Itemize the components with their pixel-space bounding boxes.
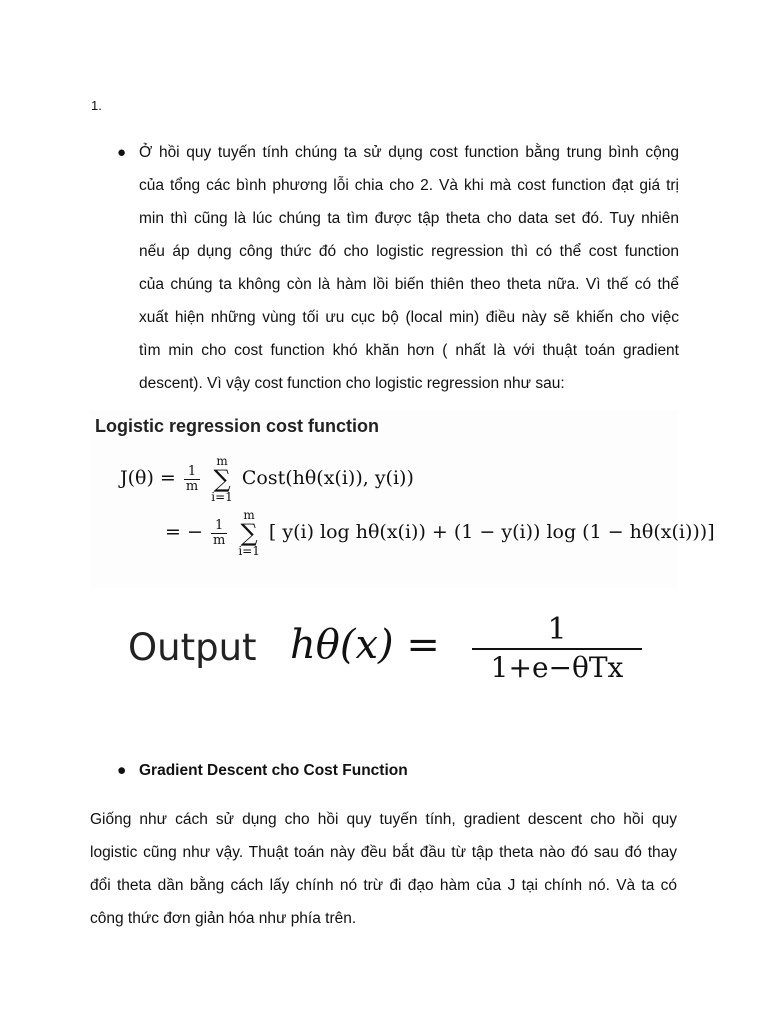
text-line: logistic cũng như vậy. Thuật toán này đều bắt đầu từ tập theta nào đó sau đó thay [90,844,677,861]
list-number: 1. [91,98,102,113]
text-line: nếu áp dụng công thức đó cho logistic regression thì có thể cost function [139,243,679,260]
output-word: Output [128,626,257,669]
formula-title: Logistic regression cost function [95,416,380,436]
bullet-paragraph-cost-function [117,136,679,400]
text-line: của chúng ta không còn là hàm lồi biến thiên theo theta nữa. Vì thế có thể [139,276,679,293]
text-line: đổi theta dần bằng cách lấy chính nó trừ đi đạo hàm của J tại chính nó. Và ta có [90,877,677,894]
sum-upper-limit: m [216,454,228,468]
formula-row-2 [165,508,715,558]
formula-row-1 [120,454,414,504]
cost-function-formula-image [90,410,715,588]
formula-term-log-likelihood: [ y(i) log hθ(x(i)) + (1 − y(i)) log (1 − hθ(x(i)))] [268,521,715,543]
formula-row2-prefix: = − [165,521,203,543]
sigma-icon: ∑ [213,465,231,493]
output-formula-image [128,612,668,692]
bullet-heading-text: Gradient Descent cho Cost Function [139,762,408,779]
summation-sign [238,508,260,558]
fraction-one-over-m [211,519,227,548]
sigma-icon: ∑ [240,519,258,547]
text-line: tìm min cho cost function khó khăn hơn ( nhất là với thuật toán gradient [139,342,679,359]
bullet-dot-icon: ● [117,144,127,161]
hypothesis-lhs: hθ(x) = [290,622,440,668]
bullet-heading-gradient-descent [117,762,408,780]
sigmoid-denominator: 1+e−θTx [490,651,624,684]
text-line: descent). Vì vậy cost function cho logistic regression như sau: [139,375,565,392]
text-line: Ở hồi quy tuyến tính chúng ta sử dụng cost function bằng trung bình cộng [139,144,679,161]
sum-lower-limit: i=1 [211,490,233,504]
formula-lhs: J(θ) = [120,467,176,489]
bullet-dot-icon: ● [117,762,127,779]
summation-sign [211,454,233,504]
sum-lower-limit: i=1 [238,544,260,558]
fraction-one-over-m [184,465,200,494]
sum-upper-limit: m [243,508,255,522]
text-line: của tổng các bình phương lỗi chia cho 2. Và khi mà cost function đạt giá trị [139,177,679,194]
text-line: Giống như cách sử dụng cho hồi quy tuyến tính, gradient descent cho hồi quy [90,811,677,828]
sigmoid-numerator: 1 [472,612,642,650]
text-line: công thức đơn giản hóa như phía trên. [90,910,357,927]
fraction-denominator: m [185,478,199,494]
text-line: xuất hiện những vùng tối ưu cục bộ (local min) điều này sẽ khiến cho việc [139,309,679,326]
paragraph-gradient-descent [90,803,677,935]
fraction-numerator: 1 [211,519,227,534]
formula-term-cost: Cost(hθ(x(i)), y(i)) [241,467,414,489]
sigmoid-fraction [472,612,642,686]
fraction-numerator: 1 [184,465,200,480]
text-line: min thì cũng là lúc chúng ta tìm được tập theta cho data set đó. Tuy nhiên [139,210,679,227]
fraction-denominator: m [212,532,226,548]
